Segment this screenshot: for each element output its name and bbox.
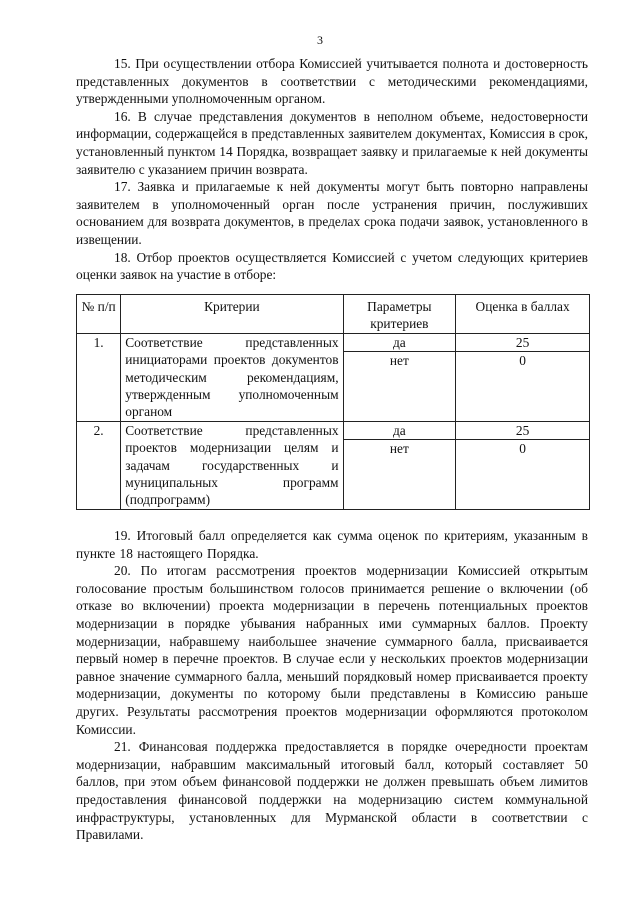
- table-row: [77, 421, 590, 509]
- criterion-text: [121, 333, 343, 421]
- row-number: 1.: [77, 333, 121, 421]
- paragraph-18: 18. Отбор проектов осуществляется Комиссией с учетом следующих критериев оценки заявок на участие в отборе:: [76, 249, 588, 283]
- header-params: Параметры критериев: [343, 295, 456, 334]
- score-yes: 25: [456, 334, 589, 352]
- param-no: нет: [389, 353, 409, 369]
- header-num: № п/п: [77, 295, 121, 334]
- param-yes: да: [344, 422, 456, 440]
- text-block-top: [76, 55, 588, 284]
- paragraph-20: 20. По итогам рассмотрения проектов модернизации Комиссией открытым голосование простым большинством голосов принимается решение о включении (об отказе во включении) проекта модернизации в перечень потенциальных проектов модернизации в порядке убывания набранных ими суммарных баллов. Проекту модернизации, набравшему наибольшее значение суммарного балла, присваивается первый номер в перечне проектов. В случае если у нескольких проектов модернизации равное значение суммарного балла, меньший порядковый номер присваивается проекту модернизации, документы по которому были представлены в Комиссию раньше других. Результаты рассмотрения проектов модернизации оформляются протоколом Комиссии.: [76, 563, 588, 737]
- score-cell: [456, 421, 590, 509]
- criterion-text: [121, 421, 343, 509]
- page-number: 3: [317, 33, 323, 47]
- score-no: 0: [519, 353, 526, 369]
- paragraph-19: 19. Итоговый балл определяется как сумма оценок по критериям, указанным в пункте 18 настоящего Порядка.: [76, 528, 588, 561]
- paragraph-17: 17. Заявка и прилагаемые к ней документы могут быть повторно направлены заявителем в уполномоченный орган после устранения причин, послуживших основанием для возврата документов, в пределах срока подачи заявок, установленного в извещении.: [76, 179, 588, 247]
- paragraph-15: 15. При осуществлении отбора Комиссией учитывается полнота и достоверность представленных документов в соответствии с методическими рекомендациями, утвержденными уполномоченным органом.: [76, 56, 588, 107]
- header-criteria: Критерии: [121, 295, 343, 334]
- score-no: 0: [519, 441, 526, 457]
- header-score: Оценка в баллах: [456, 295, 590, 334]
- param-cell: [343, 421, 456, 509]
- param-no: нет: [389, 441, 409, 457]
- param-cell: [343, 333, 456, 421]
- paragraph-21: 21. Финансовая поддержка предоставляется в порядке очередности проектам модернизации, набравшим максимальный итоговый балл, который составляет 50 баллов, при этом объем финансовой поддержки не должен превышать объем лимитов предоставления финансовой поддержки на модернизацию систем коммунальной инфраструктуры, установленных для Мурманской области в соответствии с Правилами.: [76, 739, 588, 843]
- score-cell: [456, 333, 590, 421]
- criteria-table: [76, 294, 590, 510]
- table-header-row: [77, 295, 590, 334]
- criterion-text-1: Соответствие представленных инициаторами проектов документов методическим рекомендациям, утвержденным уполномоченным органом: [125, 334, 339, 420]
- param-yes: да: [344, 334, 456, 352]
- criterion-text-2: Соответствие представленных проектов модернизации целям и задачам государственных и муниципальных программ (подпрограмм): [125, 422, 339, 508]
- table-row: [77, 333, 590, 421]
- text-block-bottom: [76, 527, 588, 844]
- row-number: 2.: [77, 421, 121, 509]
- paragraph-16: 16. В случае представления документов в неполном объеме, недостоверности информации, содержащейся в представленных заявителем документах, Комиссия в срок, установленный пунктом 14 Порядка, возвращает заявку и прилагаемые к ней документы заявителю с указанием причин возврата.: [76, 108, 588, 177]
- score-yes: 25: [456, 422, 589, 440]
